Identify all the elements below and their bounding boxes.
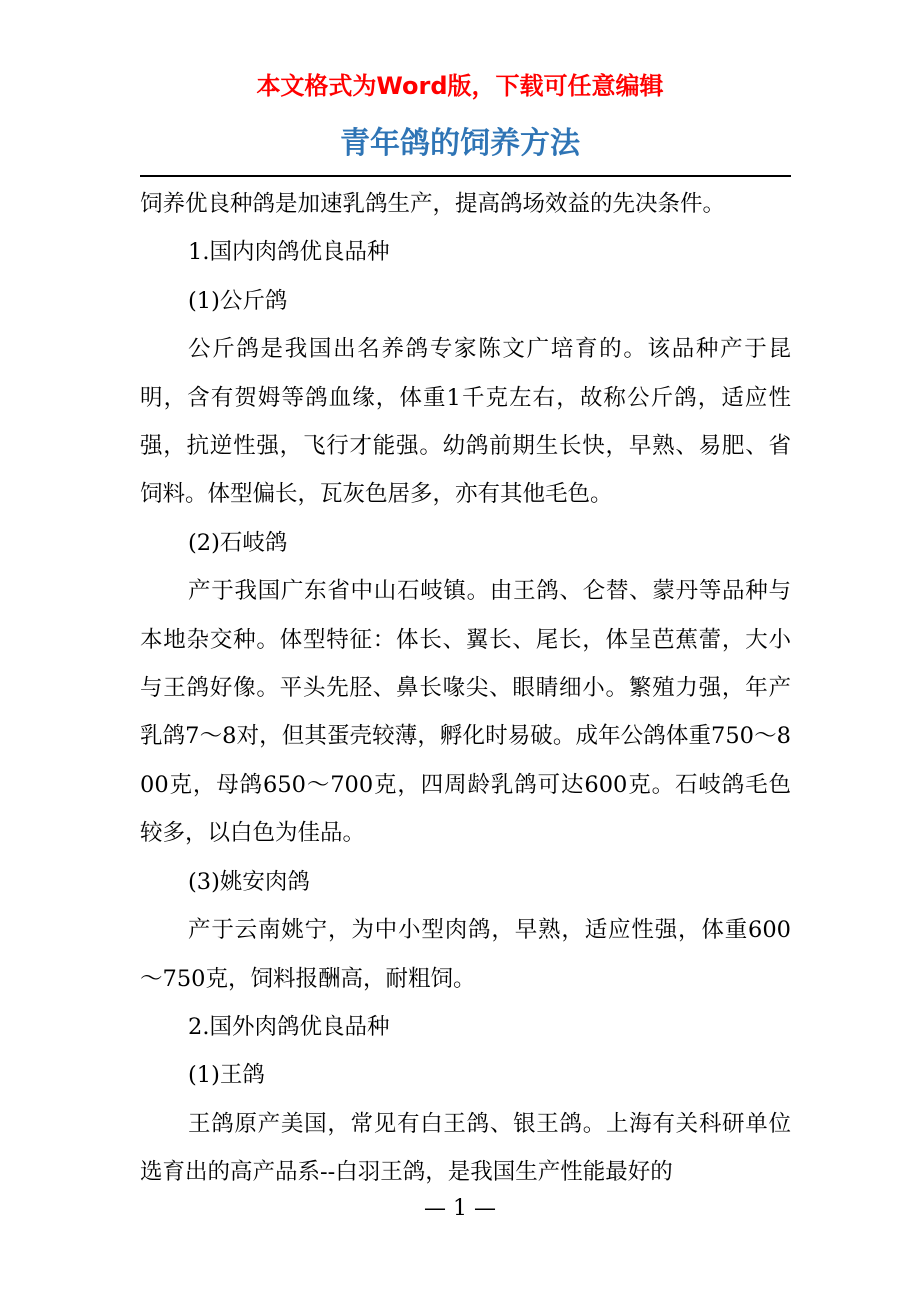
intro-paragraph: 饲养优良种鸽是加速乳鸽生产，提高鸽场效益的先决条件。 [140, 191, 726, 217]
document-title: 青年鸽的饲养方法 [340, 126, 580, 161]
subheading-shiqi-pigeon: (2)石岐鸽 [188, 529, 288, 556]
paragraph-shiqi-pigeon: 产于我国广东省中山石岐镇。由王鸽、仑替、蒙丹等品种与本地杂交种。体型特征：体长、翼长、尾长，体呈芭蕉蕾，大小与王鸽好像。平头先胫、鼻长喙尖、眼睛细小。繁殖力强，年产乳鸽7～8对，但其蛋壳较薄，孵化时易破。成年公鸽体重750～800克，母鸽650～700克，四周龄乳鸽可达600克。石岐鸽毛色较多，以白色为佳品。 [140, 578, 791, 847]
subheading-yaoan-pigeon: (3)姚安肉鸽 [188, 868, 310, 895]
paragraph-gongjin-pigeon: 公斤鸽是我国出名养鸽专家陈文广培育的。该品种产于昆明，含有贺姆等鸽血缘，体重1千克左右，故称公斤鸽，适应性强，抗逆性强，飞行才能强。幼鸽前期生长快，早熟、易肥、省饲料。体型偏长，瓦灰色居多，亦有其他毛色。 [140, 336, 791, 508]
title-divider [140, 175, 791, 177]
subheading-king-pigeon: (1)王鸽 [188, 1062, 265, 1089]
paragraph-yaoan-pigeon: 产于云南姚宁，为中小型肉鸽，早熟，适应性强，体重600～750克，饲料报酬高，耐粗饲。 [140, 917, 791, 992]
paragraph-king-pigeon: 王鸽原产美国，常见有白王鸽、银王鸽。上海有关科研单位选育出的高产品系--白羽王鸽，是我国生产性能最好的 [140, 1110, 791, 1186]
document-body [140, 180, 791, 1197]
subheading-gongjin-pigeon: (1)公斤鸽 [188, 287, 288, 314]
page-number: — 1 — [424, 1196, 496, 1221]
section-heading-domestic-breeds: 1.国内肉鸽优良品种 [188, 239, 390, 266]
download-notice: 本文格式为Word版，下载可任意编辑 [256, 72, 664, 100]
section-heading-foreign-breeds: 2.国外肉鸽优良品种 [188, 1013, 390, 1040]
